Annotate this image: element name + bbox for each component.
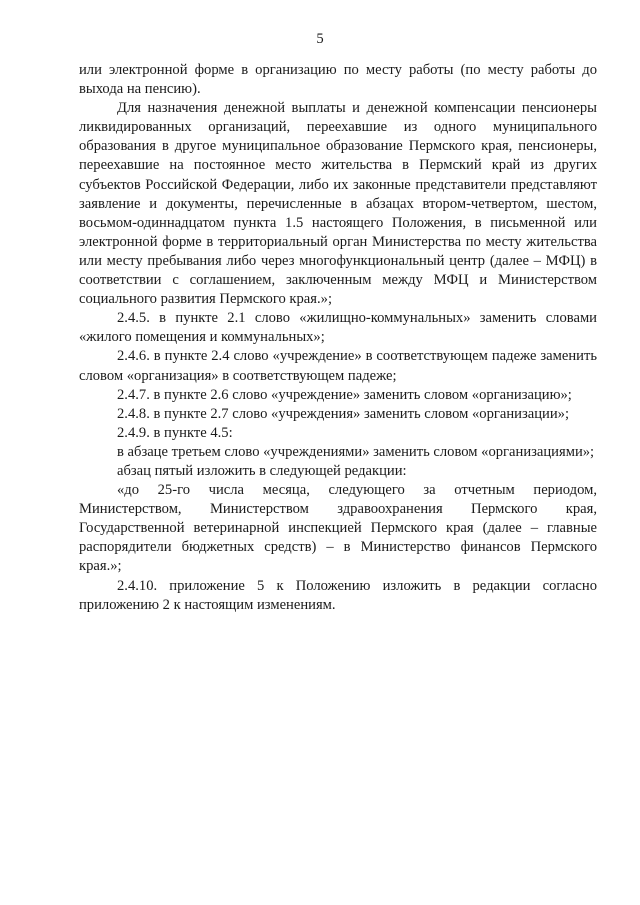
paragraph-2-4-8: 2.4.8. в пункте 2.7 слово «учреждения» заменить словом «организации»; [117,405,569,422]
paragraph-2-4-9: 2.4.9. в пункте 4.5: [117,424,233,441]
paragraph-2-4-6: 2.4.6. в пункте 2.4 слово «учреждение» в соответствующем падеже заменить словом «организация» в соответствующем падеже; [79,348,597,384]
page-number: 5 [316,31,324,47]
paragraph-continuation: или электронной форме в организацию по месту работы (по месту работы до выхода на пенсию). [79,62,597,98]
paragraph-abzac-third: в абзаце третьем слово «учреждениями» заменить словом «организациями»; [117,443,595,460]
paragraph-2-4-7: 2.4.7. в пункте 2.6 слово «учреждение» заменить словом «организацию»; [117,386,572,403]
document-body [79,61,597,615]
paragraph-2-4-5: 2.4.5. в пункте 2.1 слово «жилищно-коммунальных» заменить словами «жилого помещения и коммунальных»; [79,310,597,346]
paragraph-abzac-fifth-text: «до 25-го числа месяца, следующего за отчетным периодом, Министерством, Министерством здравоохранения Пермского края, Государственной ветеринарной инспекцией Пермского края (далее – главные распорядители бюджетных средств) – в Министерство финансов Пермского края.»; [79,482,597,575]
paragraph-payment-application: Для назначения денежной выплаты и денежной компенсации пенсионеры ликвидированных организаций, переехавшие из одного муниципального образования в другое муниципальное образование Пермского края, пенсионеры, переехавшие на постоянное место жительства в Пермский край из других субъектов Российской Федерации, либо их законные представители представляют заявление и документы, перечисленные в абзацах втором-четвертом, шестом, восьмом-одиннадцатом пункта 1.5 настоящего Положения, в письменной или электронной форме в территориальный орган Министерства по месту жительства или месту пребывания либо через многофункциональный центр (далее – МФЦ) в соответствии с соглашением, заключенным между МФЦ и Министерством социального развития Пермского края.»; [79,100,597,308]
paragraph-abzac-fifth-intro: абзац пятый изложить в следующей редакции: [117,462,407,479]
paragraph-2-4-10: 2.4.10. приложение 5 к Положению изложить в редакции согласно приложению 2 к настоящим изменениям. [79,577,597,613]
